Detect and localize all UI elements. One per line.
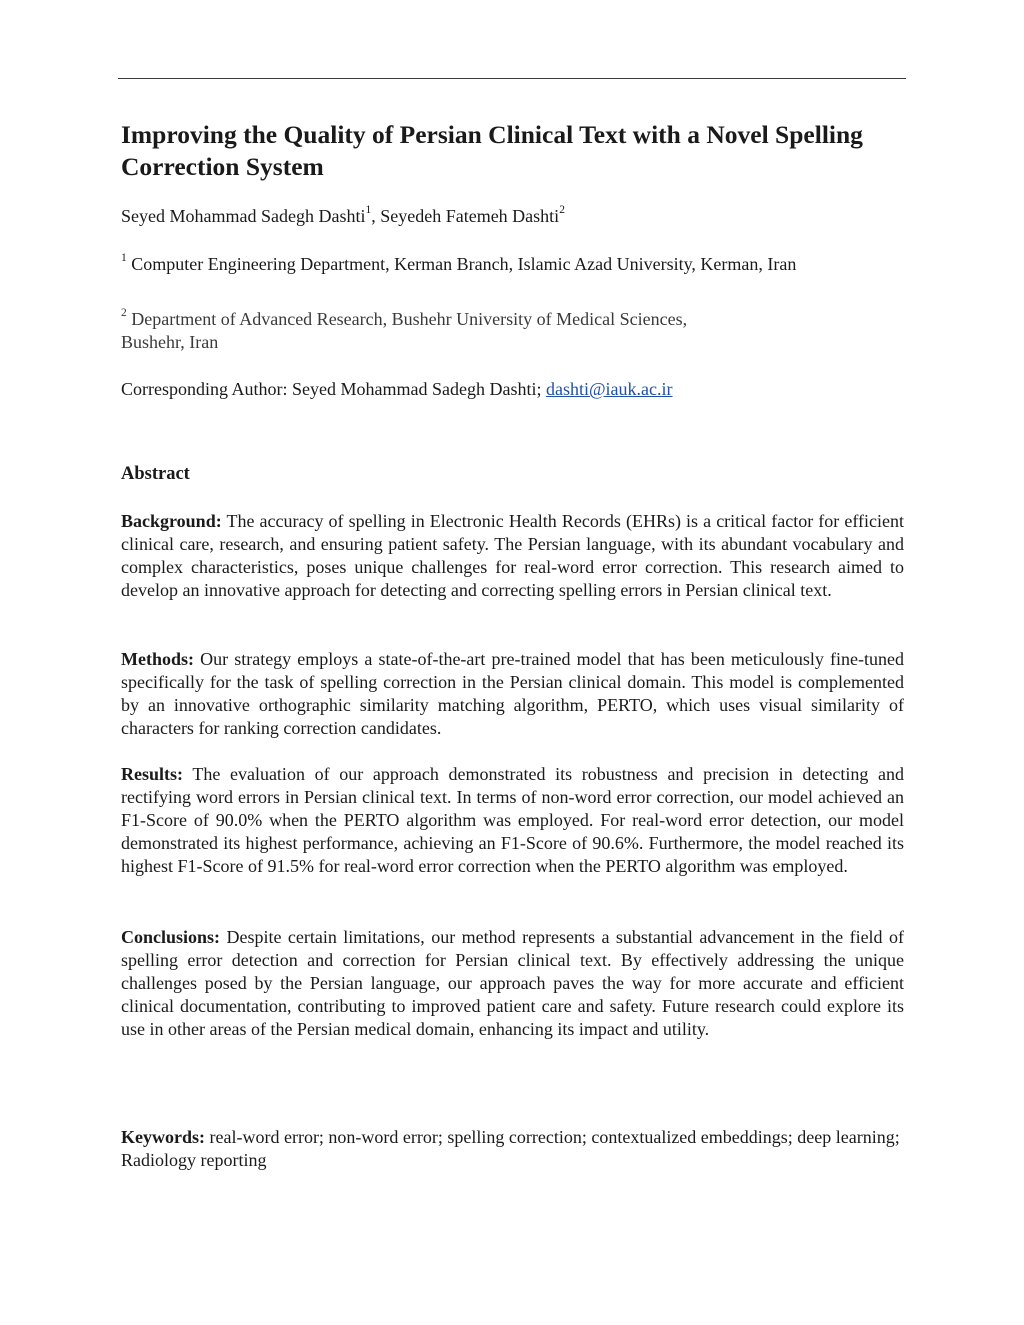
abstract-heading: Abstract (121, 464, 190, 484)
author-name: Seyed Mohammad Sadegh Dashti (121, 206, 366, 226)
author-separator: , (371, 206, 381, 226)
abstract-results (121, 763, 904, 878)
section-label: Methods: (121, 649, 194, 669)
section-text: Our strategy employs a state-of-the-art pre-trained model that has been meticulously fine-tuned specifically for the task of spelling correction in the Persian clinical domain. This model is complemented by an innovative orthographic similarity matching algorithm, PERTO, which uses visual similarity of characters for ranking correction candidates. (121, 649, 904, 738)
section-label: Background: (121, 511, 222, 531)
email-link[interactable]: dashti@iauk.ac.ir (545, 379, 673, 399)
affiliation-marker: 1 (121, 252, 127, 264)
section-text: The evaluation of our approach demonstrated its robustness and precision in detecting and rectifying word errors in Persian clinical text. In terms of non-word error correction, our model achieved an F1-Score of 90.0% when the PERTO algorithm was employed. For real-word error detection, our model demonstrated its highest performance, achieving an F1-Score of 90.6%. Furthermore, the model reached its highest F1-Score of 91.5% for real-word error correction when the PERTO algorithm was employed. (121, 764, 904, 876)
section-text: Despite certain limitations, our method represents a substantial advancement in the field of spelling error detection and correction for Persian clinical text. By effectively addressing the unique challenges posed by the Persian language, our approach paves the way for more accurate and efficient clinical documentation, contributing to improved patient care and safety. Future research could explore its use in other areas of the Persian medical domain, enhancing its impact and utility. (121, 927, 904, 1039)
section-label: Keywords: (121, 1127, 205, 1147)
section-label: Results: (121, 764, 183, 784)
abstract-conclusions (121, 926, 904, 1041)
abstract-background (121, 510, 904, 602)
abstract-methods (121, 648, 904, 740)
affiliation-1 (121, 252, 796, 276)
header-rule (118, 78, 906, 79)
affiliation-text-line-1: Department of Advanced Research, Bushehr University of Medical Sciences, (131, 309, 688, 329)
affiliation-text: Computer Engineering Department, Kerman Branch, Islamic Azad University, Kerman, Iran (131, 254, 797, 274)
author-affiliation-marker: 1 (365, 204, 372, 216)
author-affiliation-marker: 2 (559, 204, 565, 216)
section-label: Conclusions: (121, 927, 221, 947)
paper-title: Improving the Quality of Persian Clinical Text with a Novel Spelling Correction System (121, 120, 863, 181)
affiliation-marker: 2 (121, 307, 127, 319)
author-list (121, 204, 565, 228)
affiliation-text-line-2: Bushehr, Iran (121, 332, 219, 352)
corresponding-author-label: Corresponding Author: Seyed Mohammad Sadegh Dashti; (121, 379, 546, 399)
section-text: The accuracy of spelling in Electronic Health Records (EHRs) is a critical factor for efficient clinical care, research, and ensuring patient safety. The Persian language, with its abundant vocabulary and complex characteristics, poses unique challenges for real-word error correction. This research aimed to develop an innovative approach for detecting and correcting spelling errors in Persian clinical text. (121, 511, 904, 600)
author-name: Seyedeh Fatemeh Dashti (380, 206, 560, 226)
section-text: real-word error; non-word error; spelling correction; contextualized embeddings; deep learning; Radiology reporting (121, 1127, 900, 1170)
affiliation-2 (121, 308, 821, 354)
corresponding-author (121, 377, 673, 401)
keywords (121, 1126, 904, 1172)
